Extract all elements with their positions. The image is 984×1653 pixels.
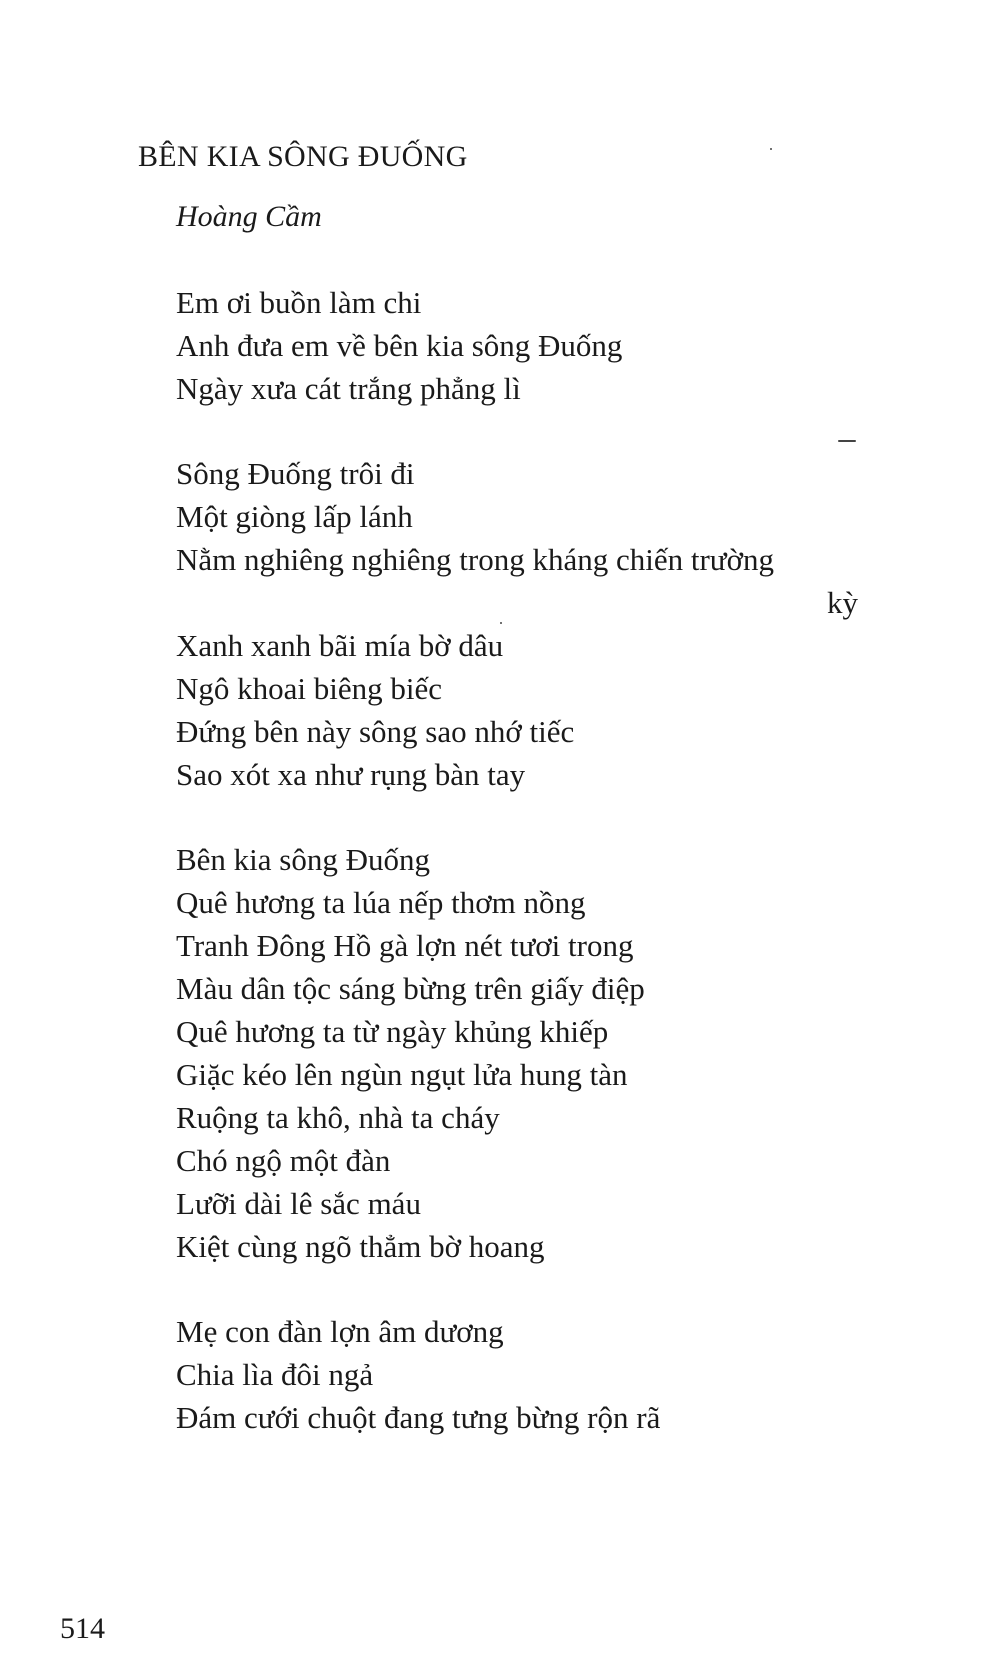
poem-line: Quê hương ta từ ngày khủng khiếp [176, 1014, 609, 1049]
poem-line-continuation: kỳ [827, 585, 858, 620]
poem-line: Anh đưa em về bên kia sông Đuống [176, 328, 623, 363]
poem-line: Chó ngộ một đàn [176, 1143, 391, 1178]
poem-title: BÊN KIA SÔNG ĐUỐNG [138, 140, 468, 173]
poem-line: Mẹ con đàn lợn âm dương [176, 1314, 504, 1349]
poem-line: Kiệt cùng ngõ thẳm bờ hoang [176, 1229, 545, 1264]
poem-line: Màu dân tộc sáng bừng trên giấy điệp [176, 971, 645, 1006]
poem-line: Đứng bên này sông sao nhớ tiếc [176, 714, 575, 749]
poem-line: Sao xót xa như rụng bàn tay [176, 757, 526, 792]
poem-line: Tranh Đông Hồ gà lợn nét tươi trong [176, 928, 634, 963]
poem-line: Ruộng ta khô, nhà ta cháy [176, 1100, 500, 1135]
poem-line: Chia lìa đôi ngả [176, 1357, 374, 1392]
scan-speck [838, 440, 856, 442]
poem-author: Hoàng Cầm [176, 200, 322, 233]
scan-speck [770, 148, 772, 150]
poem-line: Nằm nghiêng nghiêng trong kháng chiến trường [176, 542, 774, 577]
poem-line: Lưỡi dài lê sắc máu [176, 1186, 421, 1221]
poem-line: Đám cưới chuột đang tưng bừng rộn rã [176, 1400, 661, 1435]
poem-line: Giặc kéo lên ngùn ngụt lửa hung tàn [176, 1057, 628, 1092]
poem-line: Ngô khoai biêng biếc [176, 671, 443, 706]
poem-line: Một giòng lấp lánh [176, 499, 413, 534]
poem-line: Quê hương ta lúa nếp thơm nồng [176, 885, 586, 920]
poem-line: Xanh xanh bãi mía bờ dâu [176, 628, 504, 663]
poem-line: Sông Đuống trôi đi [176, 456, 415, 491]
poem-line: Em ơi buồn làm chi [176, 285, 422, 320]
poem-line: Bên kia sông Đuống [176, 842, 431, 877]
scan-speck [500, 622, 502, 624]
poem-line: Ngày xưa cát trắng phẳng lì [176, 371, 521, 406]
page-number: 514 [60, 1612, 105, 1645]
